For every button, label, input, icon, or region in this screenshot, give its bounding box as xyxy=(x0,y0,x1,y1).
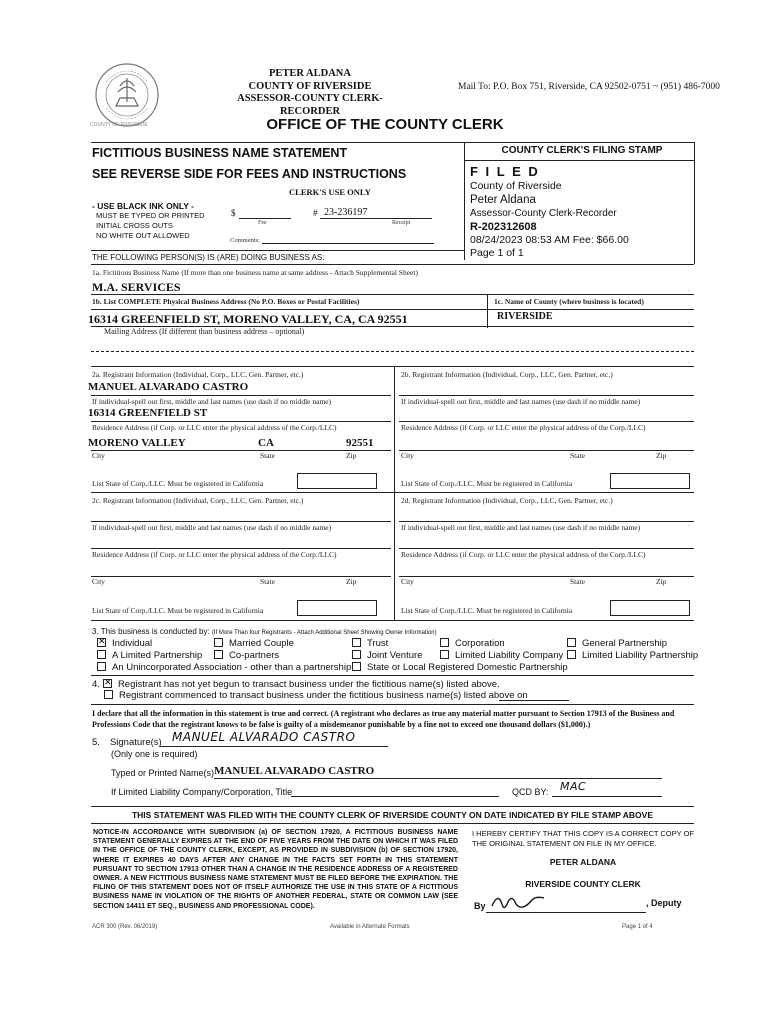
option-individual[interactable] xyxy=(97,638,152,650)
deputy-signature xyxy=(488,890,548,914)
option-married[interactable] xyxy=(214,638,294,650)
qcd-label: QCD BY: xyxy=(512,787,549,797)
corp-state-hint-2a: List State of Corp./LLC. Must be registered in California xyxy=(92,479,264,488)
stamp-county: County of Riverside xyxy=(470,180,562,192)
option-joint-label: Joint Venture xyxy=(367,650,423,661)
registrant-2a-zip: 92551 xyxy=(346,437,374,449)
certify-text: I HEREBY CERTIFY THAT THIS COPY IS A CORRECT COPY OF THE ORIGINAL STATEMENT ON FILE IN MY OFFICE. xyxy=(472,829,695,848)
checkbox-icon[interactable] xyxy=(567,650,576,659)
typed-name-value: MANUEL ALVARADO CASTRO xyxy=(214,765,375,777)
state-label-2c: State xyxy=(260,577,275,586)
filing-stamp xyxy=(470,163,692,260)
zip-label-2c: Zip xyxy=(346,577,357,586)
hint-2a-residence: Residence Address (if Corp. or LLC enter the physical address of the Corp./LLC) xyxy=(92,423,337,432)
footer-officer: PETER ALDANA xyxy=(549,857,617,867)
option-general-partnership[interactable] xyxy=(567,638,667,650)
form-subtitle: SEE REVERSE SIDE FOR FEES AND INSTRUCTIONS xyxy=(92,167,407,181)
mailing-label: Mailing Address (If different than business address – optional) xyxy=(104,327,305,336)
registrant-2a-city: MORENO VALLEY xyxy=(88,437,186,449)
stamp-heading: COUNTY CLERK'S FILING STAMP xyxy=(501,145,663,156)
deputy-label: , Deputy xyxy=(646,898,682,908)
option-corporation-label: Corporation xyxy=(455,638,505,649)
city-label-2b: City xyxy=(401,451,414,460)
zip-label-2b: Zip xyxy=(656,451,667,460)
county-name: COUNTY OF RIVERSIDE xyxy=(248,80,372,92)
city-label-2c: City xyxy=(92,577,105,586)
ink-line-2: INITIAL CROSS OUTS xyxy=(96,221,173,230)
business-name: M.A. SERVICES xyxy=(92,280,181,294)
comments-label: Comments: xyxy=(230,237,260,244)
office-title: OFFICE OF THE COUNTY CLERK xyxy=(266,116,504,133)
signature-label: Signature(s) xyxy=(109,737,162,748)
stamp-title: Assessor-County Clerk-Recorder xyxy=(470,208,617,219)
option-individual-label: Individual xyxy=(112,638,153,649)
option-married-label: Married Couple xyxy=(229,638,294,649)
receipt-label: Receipt xyxy=(392,220,411,226)
form-number: ACR 300 (Rev. 06/2019) xyxy=(92,924,158,930)
option-llp[interactable] xyxy=(567,650,698,662)
page-label: Page 1 of 4 xyxy=(622,924,653,930)
label-1a: 1a. Fictitious Business Name (If more than one business name at same address - Attach Supplemental Sheet) xyxy=(92,268,418,277)
city-label-2a: City xyxy=(92,451,105,460)
zip-label-2d: Zip xyxy=(656,577,667,586)
officer-name: PETER ALDANA xyxy=(269,68,351,79)
department-name: ASSESSOR-COUNTY CLERK-RECORDER xyxy=(237,93,383,117)
label-1c: 1c. Name of County (where business is located) xyxy=(494,297,644,306)
registrant-2a-state: CA xyxy=(258,437,274,449)
fee-dollar: $ xyxy=(231,208,236,218)
option-corporation[interactable] xyxy=(440,638,505,650)
checkbox-icon[interactable] xyxy=(97,662,106,671)
label-2c: 2c. Registrant Information (Individual, Corp., LLC, Gen. Partner, etc.) xyxy=(92,496,304,505)
label-2b: 2b. Registrant Information (Individual, Corp., LLC, Gen. Partner, etc.) xyxy=(401,370,613,379)
hint-2a-name: If individual-spell out first, middle and last names (use dash if no middle name) xyxy=(92,397,332,406)
option-commenced[interactable] xyxy=(104,690,528,702)
typed-name-label: Typed or Printed Name(s) xyxy=(111,768,215,778)
commenced-label: Registrant commenced to transact business under the fictitious business name(s) listed above on xyxy=(119,690,528,701)
state-label-2a: State xyxy=(260,451,275,460)
corp-state-box-2a[interactable] xyxy=(297,473,377,489)
state-label-2d: State xyxy=(570,577,585,586)
label-2a: 2a. Registrant Information (Individual, Corp., LLC, Gen. Partner, etc.) xyxy=(92,370,304,379)
option-llc-label: Limited Liability Company xyxy=(455,650,564,661)
corp-state-hint-2d: List State of Corp./LLC. Must be registered in California xyxy=(401,606,573,615)
checkbox-icon[interactable] xyxy=(352,650,361,659)
mail-to: Mail To: P.O. Box 751, Riverside, CA 92502-0751 ~ (951) 486-7000 xyxy=(458,82,720,92)
registrant-2a-name: MANUEL ALVARADO CASTRO xyxy=(88,381,249,393)
available-formats: Available in Alternate Formats xyxy=(330,924,410,930)
hint-2c-name: If individual-spell out first, middle and last names (use dash if no middle name) xyxy=(92,523,332,532)
corp-state-hint-2c: List State of Corp./LLC. Must be registered in California xyxy=(92,606,264,615)
label-2d: 2d. Registrant Information (Individual, Corp., LLC, Gen. Partner, etc.) xyxy=(401,496,613,505)
option-copartners[interactable] xyxy=(214,650,279,662)
hint-2d-name: If individual-spell out first, middle and last names (use dash if no middle name) xyxy=(401,523,641,532)
form-title: FICTITIOUS BUSINESS NAME STATEMENT xyxy=(92,146,348,160)
option-limited-partnership[interactable] xyxy=(97,650,202,662)
option-trust-label: Trust xyxy=(367,638,389,649)
hint-2b-name: If individual-spell out first, middle and last names (use dash if no middle name) xyxy=(401,397,641,406)
seal-text: COUNTY OF RIVERSIDE xyxy=(90,122,148,128)
section3-note: (If More Than four Registrants - Attach Additional Sheet Showing Owner Information) xyxy=(211,630,437,636)
corp-state-box-2d[interactable] xyxy=(610,600,690,616)
registrant-2a-address: 16314 GREENFIELD ST xyxy=(88,407,208,419)
hint-2d-residence: Residence Address (if Corp. or LLC enter the physical address of the Corp./LLC) xyxy=(401,550,646,559)
llc-title-label: If Limited Liability Company/Corporation, Title xyxy=(111,787,293,797)
receipt-hash: # xyxy=(313,208,318,218)
corp-state-box-2b[interactable] xyxy=(610,473,690,489)
checkbox-icon[interactable] xyxy=(97,650,106,659)
stamp-name: Peter Aldana xyxy=(470,194,536,206)
notice-text: NOTICE-IN ACCORDANCE WITH SUBDIVISION (a) OF SECTION 17920, A FICTITIOUS BUSINESS NAME STATEMENT GENERALLY EXPIRES AT THE END OF FIVE YEARS FROM THE DATE ON WHICH IT WAS FILED IN THE OFFICE OF THE COUNTY CLERK, EXCEPT, AS PROVIDED IN SUBDIVISION (b) OF SECTION 17920, WHERE IT EXPIRES 40 DAYS AFTER ANY CHANGE IN THE FACTS SET FORTH IN THIS STATEMENT PURSUANT TO SECTION 17913 OTHER THAN A CHANGE IN THE RESIDENCE ADDRESS OF A REGISTERED OWNER. A NEW FICTITIOUS BUSINESS NAME STATEMENT MUST BE FILED BEFORE THE EXPIRATION. THE FILING OF THIS STATEMENT DOES NOT OF ITSELF AUTHORIZE THE USE IN THIS STATE OF A FICTITIOUS BUSINESS NAME IN VIOLATION OF THE RIGHTS OF ANOTHER FEDERAL, STATE OR COMMON LAW (SEE SECTION 14411 ET SEQ., BUSINESS AND PROFESSIONAL CODE). xyxy=(93,829,458,910)
label-1b: 1b. List COMPLETE Physical Business Address (No P.O. Boxes or Postal Facilities) xyxy=(92,297,360,306)
checkbox-icon[interactable] xyxy=(440,638,449,647)
following-persons: THE FOLLOWING PERSON(S) IS (ARE) DOING BUSINESS AS: xyxy=(92,253,325,262)
stamp-filed: F I L E D xyxy=(470,164,540,179)
ink-line-1: MUST BE TYPED OR PRINTED xyxy=(96,211,205,220)
only-one-required: (Only one is required) xyxy=(111,749,198,759)
stamp-page: Page 1 of 1 xyxy=(470,247,524,259)
clerks-use-only: CLERK'S USE ONLY xyxy=(289,187,371,197)
hint-2b-residence: Residence Address (if Corp. or LLC enter the physical address of the Corp./LLC) xyxy=(401,423,646,432)
option-copartners-label: Co-partners xyxy=(229,650,280,661)
declaration-number: 5. xyxy=(92,737,100,748)
ink-heading: - USE BLACK INK ONLY - xyxy=(92,201,195,211)
county-value: RIVERSIDE xyxy=(497,311,553,322)
qcd-initials: MAC xyxy=(560,780,587,793)
checkbox-icon[interactable] xyxy=(214,638,223,647)
receipt-number: 23-236197 xyxy=(324,207,368,218)
section4-number: 4. xyxy=(92,679,100,690)
business-address: 16314 GREENFIELD ST, MORENO VALLEY, CA, CA 92551 xyxy=(88,312,408,326)
not-begun-label: Registrant has not yet begun to transact business under the fictitious name(s) listed above. xyxy=(117,679,500,690)
option-llp-label: Limited Liability Partnership xyxy=(582,650,699,661)
fee-label: Fee xyxy=(258,220,267,226)
option-domestic-partnership[interactable] xyxy=(352,662,568,674)
ink-line-3: NO WHITE OUT ALLOWED xyxy=(96,231,190,240)
option-joint-venture[interactable] xyxy=(352,650,422,662)
stamp-date-fee: 08/24/2023 08:53 AM Fee: $66.00 xyxy=(470,234,629,246)
corp-state-box-2c[interactable] xyxy=(297,600,377,616)
by-label: By xyxy=(474,901,486,911)
checkbox-icon[interactable] xyxy=(352,638,361,647)
option-limited-label: A Limited Partnership xyxy=(112,650,203,661)
state-label-2b: State xyxy=(570,451,585,460)
section3-heading: 3. This business is conducted by: xyxy=(92,627,210,636)
zip-label-2a: Zip xyxy=(346,451,357,460)
checkbox-icon[interactable] xyxy=(352,662,361,671)
option-unincorporated[interactable] xyxy=(97,662,351,674)
declaration-text: I declare that all the information in this statement is true and correct. (A registrant who declares as true any material matter pursuant to Section 17913 of the Business and Professions Code that the registrant knows to be false is guilty of a misdemeanor punishable by a fine not to exceed one thousand dollars ($1,000).) xyxy=(92,709,675,729)
hint-2c-residence: Residence Address (if Corp. or LLC enter the physical address of the Corp./LLC) xyxy=(92,550,337,559)
corp-state-hint-2b: List State of Corp./LLC. Must be registered in California xyxy=(401,479,573,488)
option-unincorporated-label: An Unincorporated Association - other than a partnership xyxy=(112,662,352,673)
checkbox-checked-icon[interactable] xyxy=(97,638,106,647)
filed-banner: THIS STATEMENT WAS FILED WITH THE COUNTY CLERK OF RIVERSIDE COUNTY ON DATE INDICATED BY FILE STAMP ABOVE xyxy=(131,810,654,820)
option-llc[interactable] xyxy=(440,650,563,662)
option-trust[interactable] xyxy=(352,638,388,650)
checkbox-checked-icon[interactable] xyxy=(103,679,112,688)
checkbox-icon[interactable] xyxy=(567,638,576,647)
footer-clerk: RIVERSIDE COUNTY CLERK xyxy=(525,879,641,889)
signature-value: MANUEL ALVARADO CASTRO xyxy=(172,730,356,744)
option-general-label: General Partnership xyxy=(582,638,668,649)
option-state-label: State or Local Registered Domestic Partnership xyxy=(367,662,568,673)
stamp-number: R-202312608 xyxy=(470,221,537,233)
checkbox-icon[interactable] xyxy=(440,650,449,659)
checkbox-icon[interactable] xyxy=(104,690,113,699)
city-label-2d: City xyxy=(401,577,414,586)
checkbox-icon[interactable] xyxy=(214,650,223,659)
